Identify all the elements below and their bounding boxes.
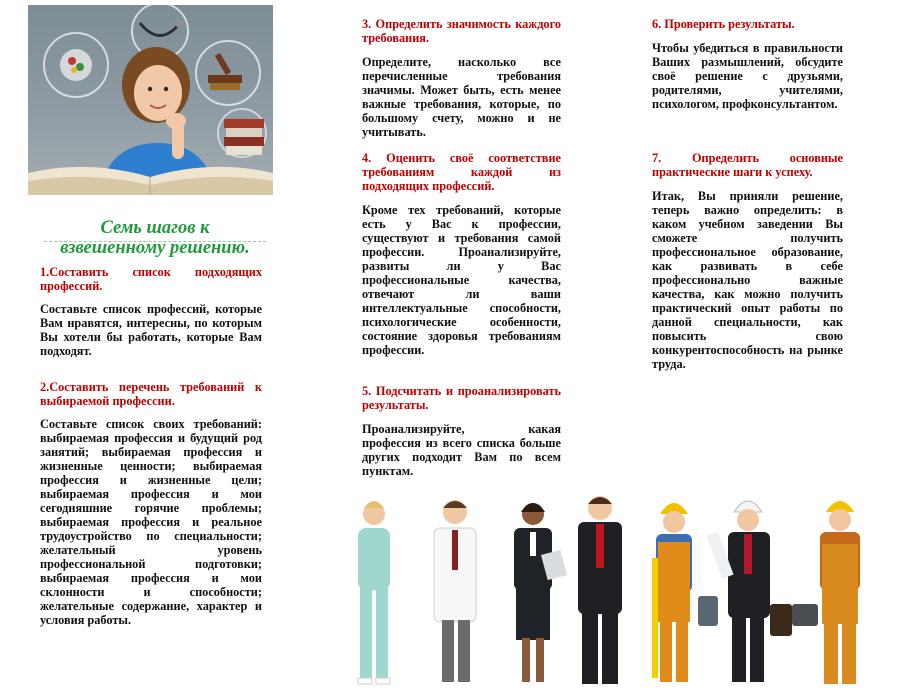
girl-thinking-illustration xyxy=(28,5,273,195)
step-4-heading: 4. Оценить своё соответствие требованиям каждой из подходящих профессий. xyxy=(362,151,561,193)
brochure-title xyxy=(44,218,266,258)
step-7-heading: 7. Определить основные практические шаги к успеху. xyxy=(652,151,843,179)
step-3-heading: 3. Определить значимость каждого требования. xyxy=(362,17,561,45)
step-6-text: Чтобы убедиться в правильности Ваших размышлений, обсудите своё решение с друзьями, родителями, учителями, психологом, профконсультантом. xyxy=(652,41,843,111)
step-1-heading: 1.Составить список подходящих профессий. xyxy=(40,265,262,293)
step-5-text: Проанализируйте, какая профессия из всего списка больше других подходит Вам по всем пунктам. xyxy=(362,422,561,478)
step-2-heading: 2.Составить перечень требований к выбираемой профессии. xyxy=(40,380,262,408)
step-5-heading: 5. Подсчитать и проанализировать результаты. xyxy=(362,384,561,412)
title-underline xyxy=(44,241,266,242)
businesswoman-figure xyxy=(514,503,567,682)
step-7-text: Итак, Вы приняли решение, теперь важно определить: в каком учебном заведении Вы сможете получить профессиональное образование, как развивать в себе профессионально важные качества, как можно получить практический опыт работы по данной специальности, как повысить свою конкурентоспособность на рынке труда. xyxy=(652,189,843,371)
nurse-figure xyxy=(358,501,390,684)
professionals-group-image xyxy=(350,492,890,700)
construction-worker-woman-figure xyxy=(652,503,718,682)
engineer-figure xyxy=(706,501,792,682)
hero-illustration xyxy=(28,5,273,195)
workers-illustration xyxy=(350,492,890,700)
step-1-text: Составьте список профессий, которые Вам нравятся, интересны, по которым Вы хотели бы работать, которые Вам подходят. xyxy=(40,302,262,358)
step-3-text: Определите, насколько все перечисленные требования значимы. Может быть, есть менее важные требования, которые, по большому счету, можно и не учитывать. xyxy=(362,55,561,139)
step-2-text: Составьте список своих требований: выбираемая профессия и будущий род занятий; выбираемая профессия и жизненные ценности; выбираемая профессия и жизненные цели; выбираемая профессия и мои сегодняшние горячие проблемы; выбираемая профессия и реальное трудоустройство по специальности; желательный уровень профессиональной подготовки; выбираемая профессия и мои склонности и способности; желательные содержание, характер и условия работы. xyxy=(40,417,262,627)
step-6-heading: 6. Проверить результаты. xyxy=(652,17,795,31)
step-4-text: Кроме тех требований, которые есть у Вас к профессии, существуют и требования самой профессии. Проанализируйте, развиты ли у Вас профессиональные качества, отвечают ли ваши интеллектуальные способности, психологические особенности, состояние здоровья требованиям профессии. xyxy=(362,203,561,357)
businessman-figure xyxy=(578,496,622,684)
doctor-figure xyxy=(434,500,476,682)
construction-worker-man-figure xyxy=(792,501,860,684)
title-line-2: взвешенному решению. xyxy=(60,238,250,258)
title-line-1: Семь шагов к xyxy=(100,218,210,238)
